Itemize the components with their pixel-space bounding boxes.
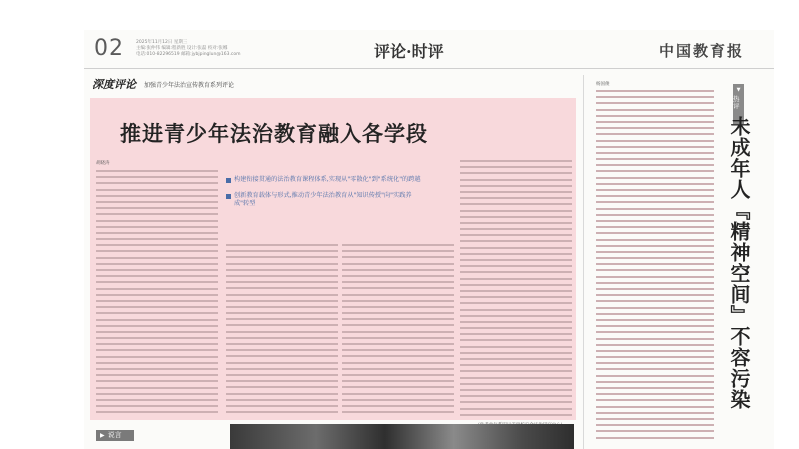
- news-photo: [230, 424, 574, 449]
- triangle-down-icon: ▼: [736, 87, 741, 93]
- hot-comment-label: 热评: [733, 95, 740, 110]
- page-number: 02: [94, 36, 124, 61]
- sidebar-text: [596, 90, 714, 446]
- sidebar-title: 未成年人『精神空间』不容污染: [727, 116, 751, 410]
- column-divider: [583, 75, 584, 449]
- section-title: 评论·时评: [374, 42, 444, 61]
- issue-date: 2025年11月12日 星期三: [136, 40, 188, 45]
- issue-contact: 电话:010-82296519 邮箱:jybjpinglun@163.com: [136, 52, 241, 57]
- bullet-square-icon: [226, 194, 231, 199]
- play-arrow-icon: ▶: [100, 432, 105, 439]
- issue-editors: 主编:张仲伟 编辑:程新胜 设计:张磊 校对:张娜: [136, 46, 228, 51]
- section-tag: [96, 430, 134, 441]
- article-author: 胡晓涛: [96, 161, 110, 166]
- key-point: [226, 192, 426, 208]
- article-column-2: [226, 244, 338, 418]
- key-points: [226, 176, 426, 216]
- section-tag-label: 说言: [107, 431, 122, 439]
- article-column-4: [460, 160, 572, 418]
- page-header: [84, 30, 774, 69]
- sidebar-author: 杨国俊: [596, 82, 610, 87]
- issue-info: [136, 40, 241, 58]
- column-subtitle: 加强青少年法治宣传教育系列评论: [144, 82, 235, 89]
- article-column-3: [342, 244, 454, 418]
- newspaper-logo: 中国教育报: [659, 42, 745, 60]
- newspaper-page: [84, 30, 774, 449]
- article-title: 推进青少年法治教育融入各学段: [120, 122, 428, 146]
- column-brand: 深度评论: [92, 78, 136, 91]
- bullet-square-icon: [226, 178, 231, 183]
- key-point-text: 创新教育载体与形式,推动青少年法治教育从"知识传授"向"实践养成"转型: [234, 192, 412, 207]
- article-column-1: [96, 170, 218, 418]
- key-point-text: 构建衔接贯通的法治教育课程体系,实现从"零散化"到"系统化"的跨越: [234, 176, 421, 183]
- key-point: [226, 176, 426, 184]
